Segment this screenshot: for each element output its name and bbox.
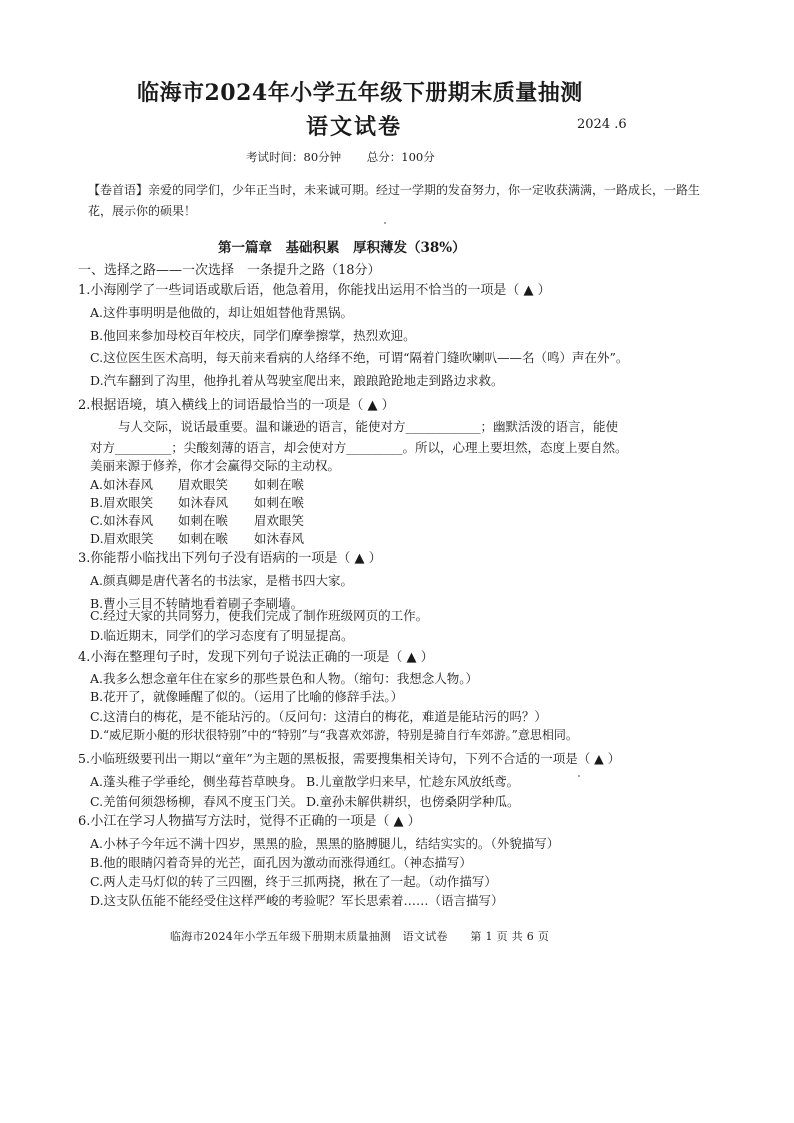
question-option: D.这支队伍能不能经受住这样严峻的考验呢？军长思索着……（语言描写） [90, 893, 504, 908]
question-passage: 美丽来源于修养，你才会赢得交际的主动权。 [90, 458, 341, 473]
page-footer: 临海市2024年小学五年级下册期末质量抽测 语文试卷 第 1 页 共 6 页 [170, 930, 550, 943]
option-word: 如刺在喉 [254, 495, 305, 510]
exam-title: 临海市2024年小学五年级下册期末质量抽测 [137, 80, 583, 106]
question-option [90, 529, 304, 547]
option-verse: D.童孙未解供耕织，也傍桑阴学种瓜。 [306, 794, 520, 809]
option-word: 如刺在喉 [178, 531, 229, 546]
option-word: D.眉欢眼笑 [90, 531, 154, 546]
question-option [90, 772, 519, 790]
section-title: 第一篇章 基础积累 厚积薄发（38%） [218, 240, 466, 256]
question-stem: 4.小海在整理句子时，发现下列句子说法正确的一项是（ ▲ ） [78, 650, 434, 665]
question-stem: 5.小临班级要刊出一期以“童年”为主题的黑板报，需要搜集相关诗句，下列不合适的一项是（ ▲ ） [78, 751, 621, 766]
exam-subtitle: 语文试卷 [306, 114, 403, 140]
question-option: C.经过大家的共同努力，使我们完成了制作班级网页的工作。 [90, 608, 429, 623]
option-word: 如刺在喉 [178, 513, 229, 528]
question-option [90, 792, 520, 810]
question-passage: 与人交际，说话最重要。温和谦逊的语言，能使对方____________；幽默活泼的语言，能使 [118, 419, 619, 434]
question-option: D.“威尼斯小艇的形状很特别”中的“特别”与“我喜欢郊游，特别是骑自行车郊游。”意思相同。 [90, 728, 578, 742]
question-option [90, 475, 304, 493]
question-stem: 1.小海刚学了一些词语或歇后语，他急着用，你能找出运用不恰当的一项是（ ▲ ） [78, 283, 551, 298]
question-stem: 6.小江在学习人物描写方法时，觉得不正确的一项是（ ▲ ） [78, 814, 421, 829]
question-option: A.这件事明明是他做的，却让姐姐替他背黑锅。 [90, 305, 354, 320]
option-verse: C.羌笛何须怨杨柳，春风不度玉门关。 [90, 794, 304, 809]
option-verse: B.儿童散学归来早，忙趁东风放纸鸢。 [306, 774, 520, 789]
question-option: A.小林子今年远不满十四岁，黑黑的脸，黑黑的胳膊腿儿，结结实实的。（外貌描写） [90, 836, 560, 851]
part-title: 一、选择之路——一次选择 一条提升之路（18分） [78, 263, 381, 278]
option-word: C.如沐春风 [90, 513, 154, 528]
option-word: B.眉欢眼笑 [90, 495, 154, 510]
preface: 【卷首语】亲爱的同学们，少年正当时，未来诚可期。经过一学期的发奋努力，你一定收获满满，一路成长，一路生花，展示你的硕果！ [88, 183, 701, 218]
question-option: A.我多么想念童年住在家乡的那些景色和人物。（缩句：我想念人物。） [90, 671, 479, 686]
question-option: B.他回来参加母校百年校庆，同学们摩拳擦掌，热烈欢迎。 [90, 328, 416, 343]
question-passage: 对方_________；尖酸刻薄的语言，却会使对方_________。所以，心理上要坦然，态度上要自然。 [90, 440, 628, 455]
question-option: B.曹小三目不转睛地看着刷子李刷墙。 [90, 596, 304, 611]
question-option: A.颜真卿是唐代著名的书法家，是楷书四大家。 [90, 573, 354, 588]
option-word: A.如沐春风 [90, 477, 154, 492]
total-score: 总分：100分 [366, 150, 435, 164]
option-verse: A.蓬头稚子学垂纶，侧坐莓苔草映身。 [90, 774, 304, 789]
option-word: 如沐春风 [254, 531, 305, 546]
question-option: B.他的眼睛闪着奇异的光芒，面孔因为激动而涨得通红。（神态描写） [90, 855, 472, 870]
question-option: C.这清白的梅花，是不能玷污的。（反问句：这清白的梅花，难道是能玷污的吗？） [90, 709, 547, 724]
question-stem: 2.根据语境，填入横线上的词语最恰当的一项是（ ▲ ） [78, 398, 395, 413]
option-word: 如刺在喉 [254, 477, 305, 492]
question-stem: 3.你能帮小临找出下列句子没有语病的一项是（ ▲ ） [78, 551, 382, 566]
option-word: 如沐春风 [178, 495, 229, 510]
exam-date: 2024 .6 [577, 117, 627, 132]
scan-speck [578, 775, 580, 777]
option-word: 眉欢眼笑 [178, 477, 229, 492]
question-option [90, 493, 304, 511]
exam-time: 考试时间：80分钟 [246, 150, 342, 164]
question-option: B.花开了，就像睡醒了似的。（运用了比喻的修辞手法。） [90, 689, 404, 704]
option-word: 眉欢眼笑 [254, 513, 305, 528]
question-option: C.两人走马灯似的转了三四圈，终于三抓两挠，揪在了一起。（动作描写） [90, 874, 497, 889]
exam-meta [246, 149, 457, 165]
question-option: D.临近期末，同学们的学习态度有了明显提高。 [90, 628, 354, 643]
question-option: C.这位医生医术高明，每天前来看病的人络绎不绝，可谓“隔着门缝吹喇叭——名（鸣）声在外”。 [90, 350, 629, 365]
scan-speck [384, 222, 386, 224]
question-option [90, 511, 304, 529]
question-option: D.汽车翻到了沟里，他挣扎着从驾驶室爬出来，踉踉跄跄地走到路边求救。 [90, 373, 504, 388]
